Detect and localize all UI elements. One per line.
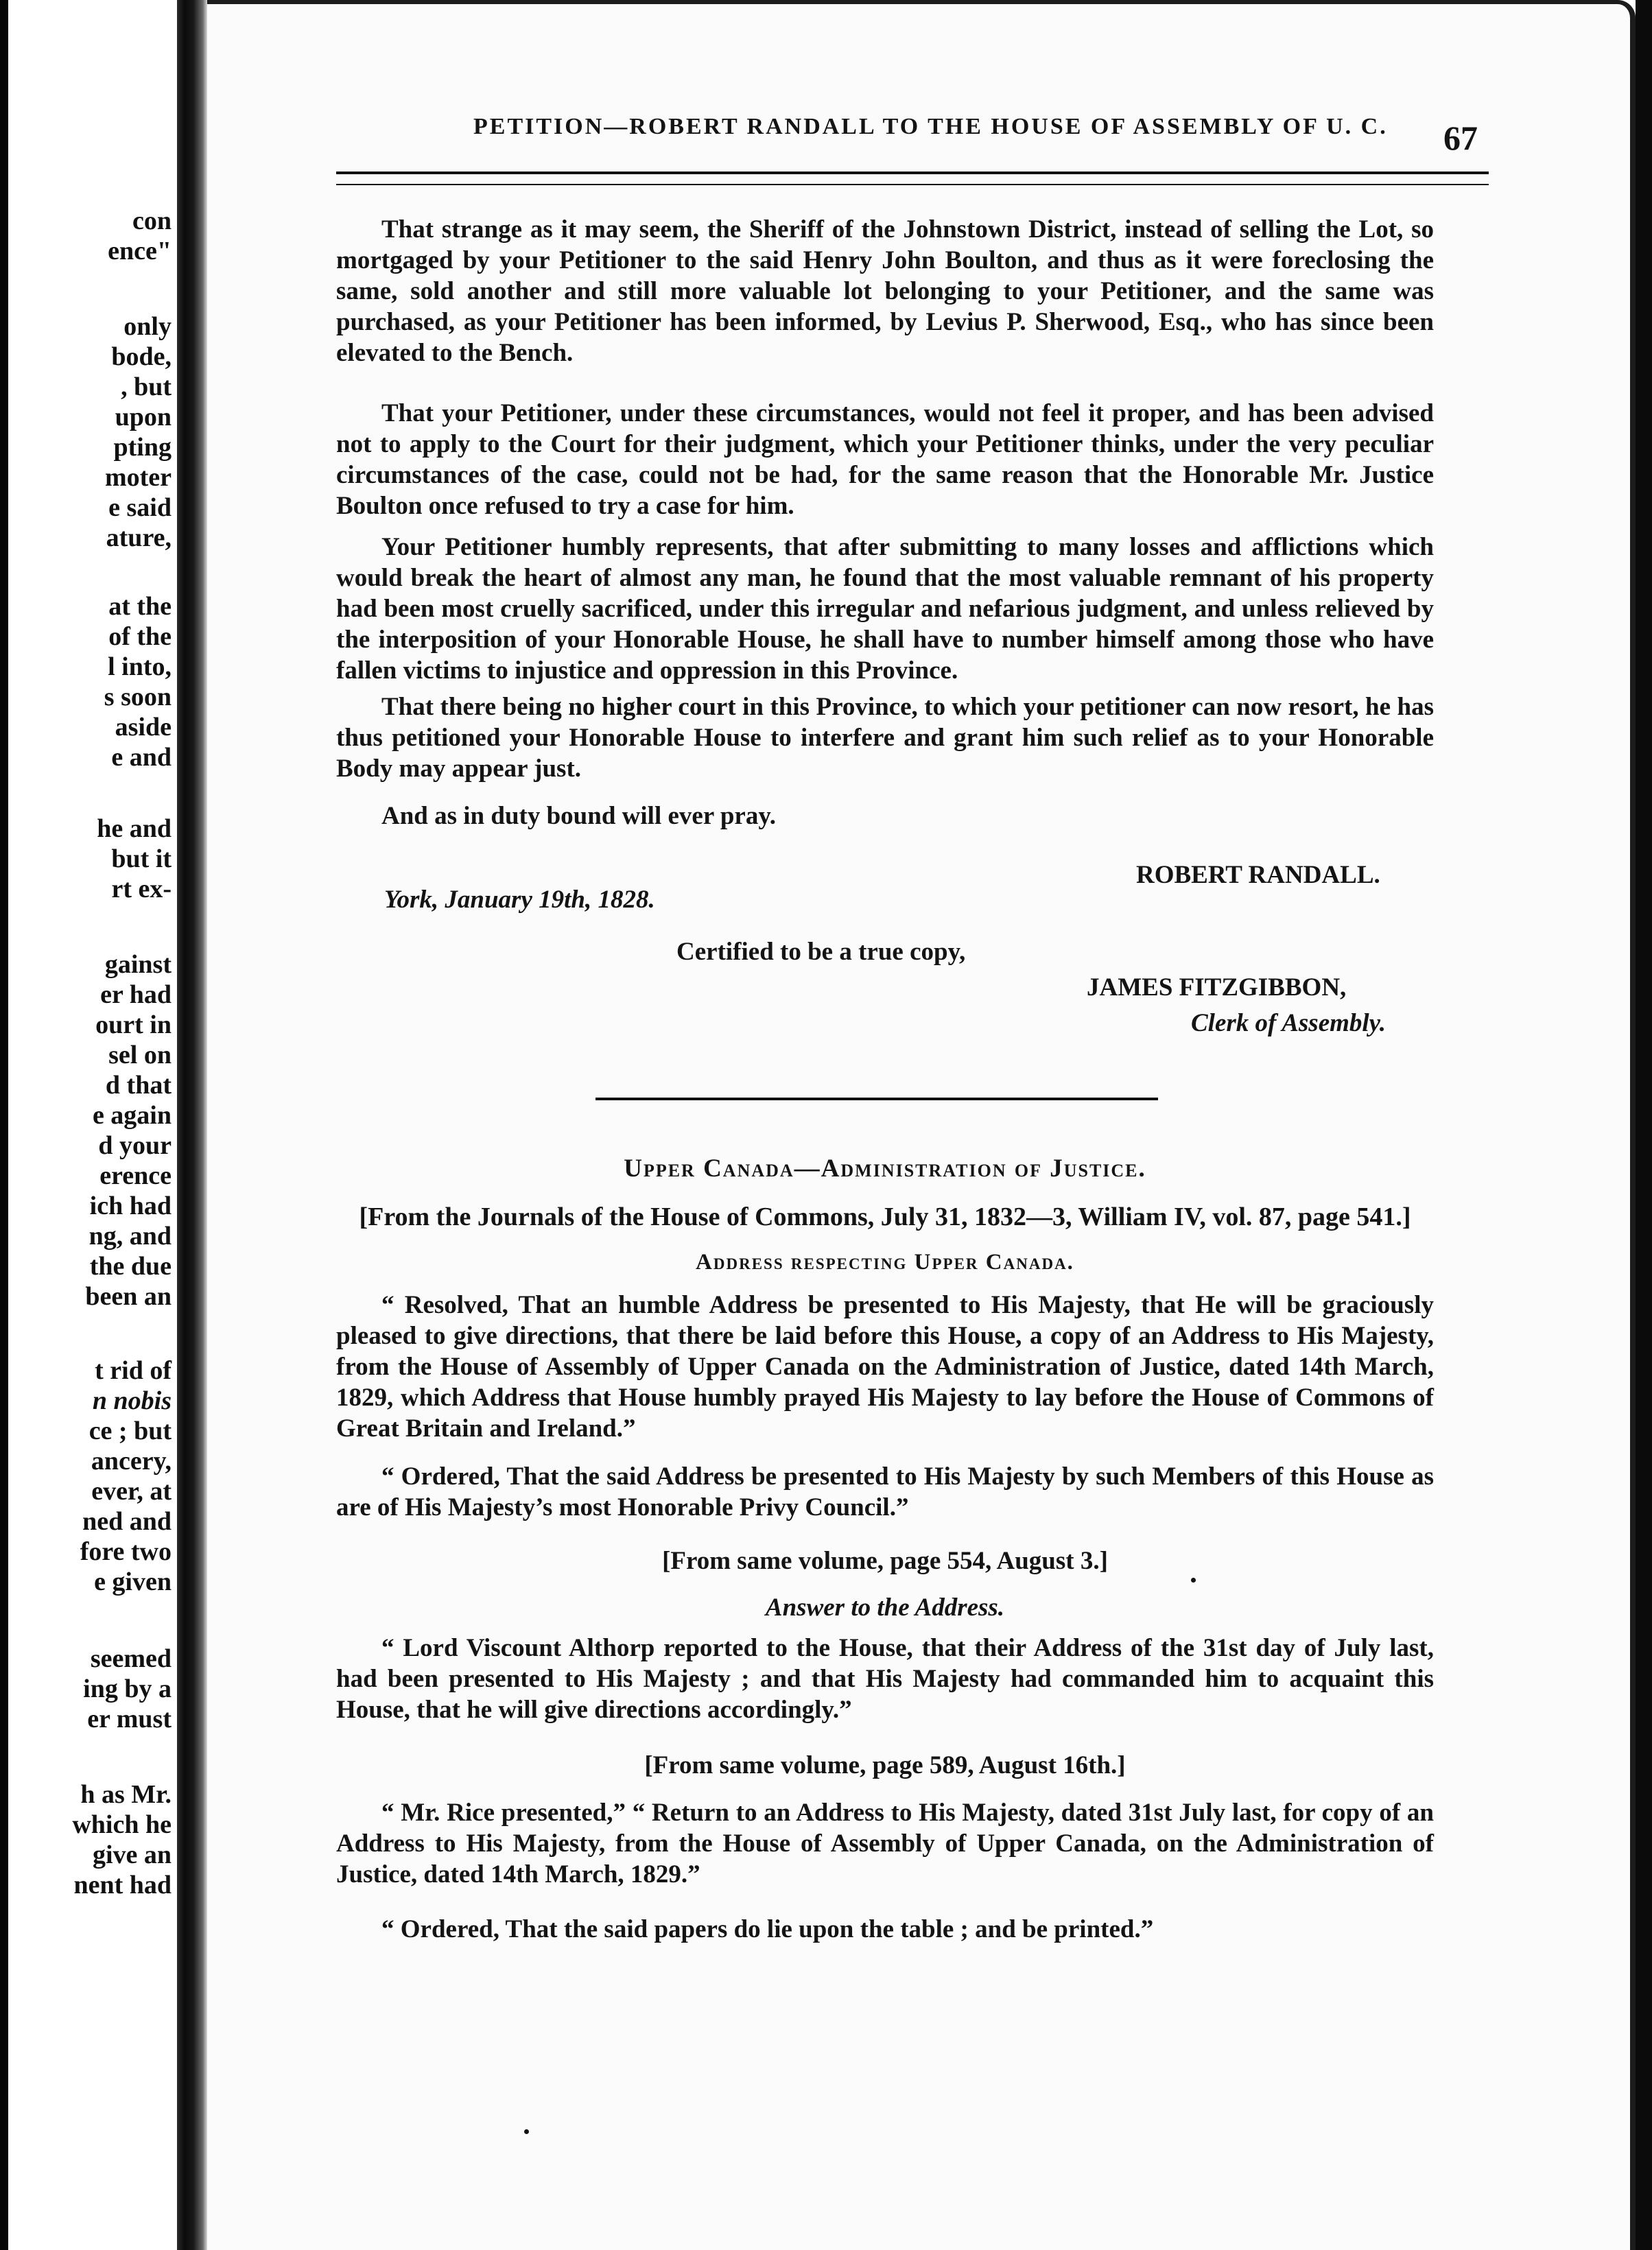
certified-line: Certified to be a true copy, bbox=[676, 938, 966, 966]
fragment-line: erence bbox=[99, 1161, 172, 1190]
fragment-line: only bbox=[123, 312, 172, 341]
clerk-title: Clerk of Assembly. bbox=[1191, 1009, 1386, 1037]
fragment-line: e given bbox=[94, 1567, 172, 1596]
fragment-line: but it bbox=[111, 844, 172, 873]
fragment-line: pting bbox=[113, 433, 172, 462]
address-subtitle: Address respecting Upper Canada. bbox=[696, 1250, 1074, 1275]
fragment-line: , but bbox=[121, 372, 172, 401]
volume-source: [From same volume, page 554, August 3.] bbox=[662, 1547, 1108, 1575]
fragment-line: ned and bbox=[82, 1507, 172, 1536]
scan-speck bbox=[524, 2129, 529, 2134]
rice-paragraph: “ Mr. Rice presented,” “ Return to an Address to His Majesty, dated 31st July last, for copy of an Address to His Majesty, from the House of Assembly of Upper Canada, on the Administration of Justice, dated 14th March, 1829.” bbox=[336, 1799, 1434, 1888]
fragment-line: d that bbox=[105, 1071, 172, 1100]
place-date: York, January 19th, 1828. bbox=[384, 886, 655, 914]
resolved-paragraph: “ Resolved, That an humble Address be presented to His Majesty, that He will be graciously pleased to give directions, that there be laid before this House, a copy of an Address to His Majesty, from the House of Assembly of Upper Canada on the Administration of Justice, dated 14th March, 1829, which Address that House humbly prayed His Majesty to lay before the House of Commons of Great Britain and Ireland.” bbox=[336, 1291, 1434, 1443]
fragment-line: ing by a bbox=[83, 1674, 172, 1703]
fragment-line: seemed bbox=[90, 1644, 172, 1673]
fragment-line: fore two bbox=[80, 1537, 172, 1566]
fragment-line: l into, bbox=[108, 652, 172, 681]
fragment-line: aside bbox=[115, 713, 172, 742]
fragment-line: n nobis bbox=[92, 1386, 172, 1415]
scan-border-left bbox=[0, 0, 8, 2250]
fragment-line: moter bbox=[104, 463, 172, 492]
fragment-line: the due bbox=[89, 1252, 172, 1281]
fragment-line: he and bbox=[97, 814, 172, 843]
fragment-line: ence" bbox=[108, 237, 172, 265]
page-number: 67 bbox=[1443, 119, 1478, 157]
running-head: PETITION—ROBERT RANDALL TO THE HOUSE OF ASSEMBLY OF U. C. bbox=[473, 114, 1388, 139]
scan-speck bbox=[1191, 1578, 1196, 1583]
fragment-line: s soon bbox=[104, 683, 172, 711]
fragment-line: e again bbox=[92, 1101, 172, 1130]
fragment-line: ancery, bbox=[91, 1447, 172, 1476]
fragment-line: nent had bbox=[73, 1871, 172, 1899]
fragment-line: h as Mr. bbox=[80, 1780, 172, 1809]
fragment-line: e and bbox=[111, 743, 172, 772]
section-divider bbox=[595, 1098, 1158, 1100]
answer-paragraph: “ Lord Viscount Althorp reported to the House, that their Address of the 31st day of July last, had been presented to His Majesty ; and that His Majesty had commanded him to acquaint this House, that he will give directions accordingly.” bbox=[336, 1634, 1434, 1724]
petition-paragraph: Your Petitioner humbly represents, that after submitting to many losses and afflictions which would break the heart of almost any man, he found that the most valuable remnant of his property had been most cruelly sacrificed, under this irregular and nefarious judgment, and unless relieved by the interposition of your Honorable House, he shall have to number himself among those who have fallen victims to injustice and oppression in this Province. bbox=[336, 533, 1434, 685]
fragment-line: of the bbox=[108, 622, 172, 651]
header-rule bbox=[336, 171, 1489, 185]
book-gutter bbox=[177, 0, 207, 2250]
fragment-line: ever, at bbox=[91, 1477, 172, 1506]
fragment-line: give an bbox=[92, 1840, 172, 1869]
fragment-line: bode, bbox=[111, 342, 172, 371]
volume-source: [From same volume, page 589, August 16th.] bbox=[644, 1751, 1126, 1779]
petition-paragraph: That there being no higher court in this Province, to which your petitioner can now resort, he has thus petitioned your Honorable House to interfere and grant him such relief as to your Honorable Body may appear just. bbox=[336, 693, 1434, 783]
fragment-line: rt ex- bbox=[111, 875, 172, 903]
fragment-line: e said bbox=[108, 493, 172, 522]
fragment-line: ich had bbox=[89, 1192, 172, 1220]
petition-paragraph: That your Petitioner, under these circumstances, would not feel it proper, and has been advised not to apply to the Court for their judgment, which your Petitioner thinks, under the very peculiar circumstances of the case, could not be had, for the same reason that the Honorable Mr. Justice Boulton once refused to try a case for him. bbox=[336, 399, 1434, 520]
fragment-line: con bbox=[132, 206, 172, 235]
fragment-line: ng, and bbox=[88, 1222, 172, 1251]
fragment-line: which he bbox=[72, 1810, 172, 1839]
fragment-line: sel on bbox=[108, 1041, 172, 1069]
ordered-paragraph: “ Ordered, That the said Address be presented to His Majesty by such Members of this House as are of His Majesty’s most Honorable Privy Council.” bbox=[336, 1463, 1434, 1521]
ordered-paragraph: “ Ordered, That the said papers do lie upon the table ; and be printed.” bbox=[381, 1915, 1154, 1943]
clerk-name: JAMES FITZGIBBON, bbox=[1087, 973, 1347, 1002]
section-title: Upper Canada—Administration of Justice. bbox=[624, 1154, 1146, 1183]
fragment-line: upon bbox=[115, 403, 172, 431]
fragment-line: t rid of bbox=[95, 1356, 172, 1385]
petition-paragraph: That strange as it may seem, the Sheriff of the Johnstown District, instead of selling the Lot, so mortgaged by your Petitioner to the said Henry John Boulton, and thus as it were foreclosing the same, sold another and still more valuable lot belonging to your Petitioner, and the same was purchased, as your Petitioner has been informed, by Levius P. Sherwood, Esq., who has since been elevated to the Bench. bbox=[336, 215, 1434, 367]
journal-source: [From the Journals of the House of Commons, July 31, 1832—3, William IV, vol. 87, page 541.] bbox=[359, 1203, 1411, 1231]
fragment-line: ce ; but bbox=[88, 1417, 172, 1445]
fragment-line: ourt in bbox=[95, 1010, 172, 1039]
fragment-line: er had bbox=[100, 980, 172, 1009]
closing-line: And as in duty bound will ever pray. bbox=[381, 802, 777, 830]
signature: ROBERT RANDALL. bbox=[1136, 861, 1380, 889]
fragment-line: ature, bbox=[106, 523, 172, 552]
fragment-line: er must bbox=[87, 1705, 172, 1733]
fragment-line: d your bbox=[98, 1131, 172, 1160]
fragment-line: been an bbox=[85, 1282, 172, 1311]
scan-border-right bbox=[1636, 0, 1652, 2250]
answer-heading: Answer to the Address. bbox=[765, 1594, 1005, 1622]
fragment-line: at the bbox=[108, 592, 172, 621]
fragment-line: gainst bbox=[104, 950, 172, 979]
